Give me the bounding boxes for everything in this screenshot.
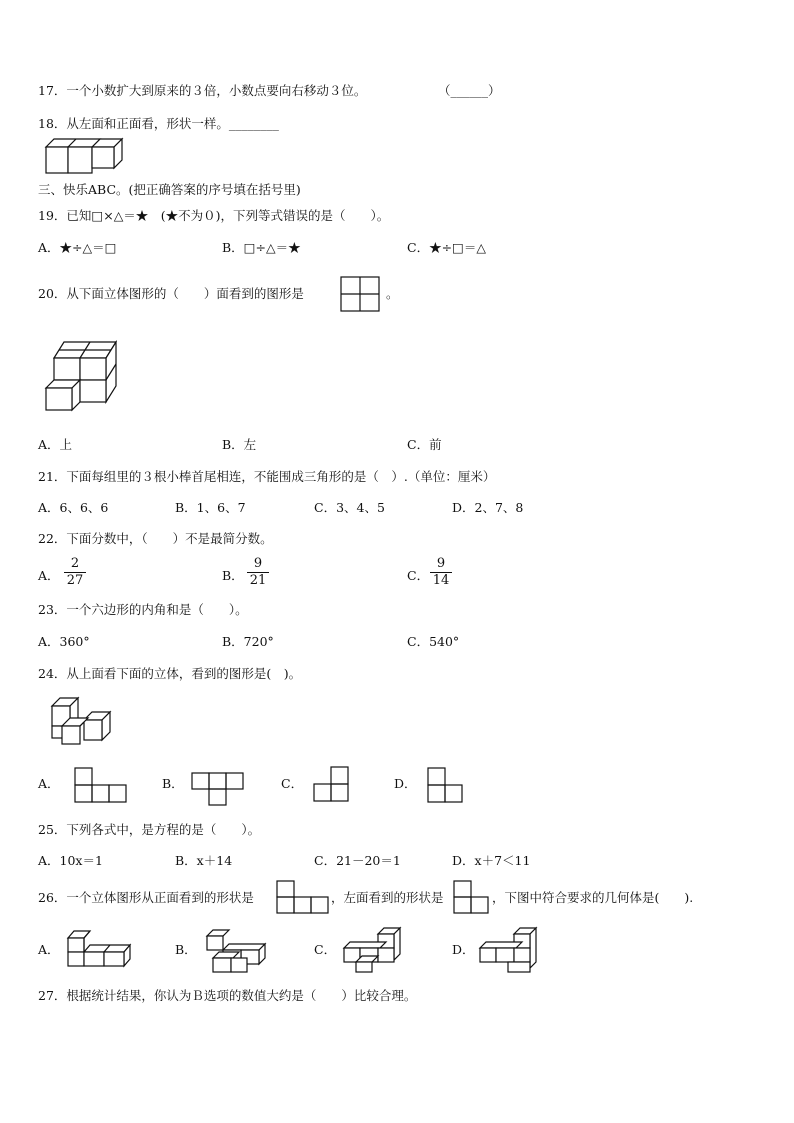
q25-option-a[interactable]: A．10x＝1 xyxy=(38,853,103,868)
q20-solid-figure xyxy=(44,340,120,412)
q26-left-view-figure xyxy=(453,880,491,916)
q19-option-b[interactable]: B．□÷△＝★ xyxy=(222,240,301,255)
q20-option-c[interactable]: C．前 xyxy=(407,437,442,452)
q26-option-b-label[interactable]: B． xyxy=(175,942,197,957)
q26-option-d-label[interactable]: D． xyxy=(452,942,475,957)
q23-option-b[interactable]: B．720° xyxy=(222,634,274,649)
question-23: 23．一个六边形的内角和是（ ）。 xyxy=(38,602,248,617)
q20-option-a[interactable]: A．上 xyxy=(38,437,73,452)
question-26-part-b: ，左面看到的形状是 xyxy=(331,890,444,905)
question-22: 22．下面分数中，（ ）不是最简分数。 xyxy=(38,531,273,546)
q24-solid-figure xyxy=(48,696,114,746)
q22-option-a-label[interactable]: A． xyxy=(38,568,60,583)
q24-option-d-figure[interactable] xyxy=(426,766,464,804)
question-27: 27．根据统计结果，你认为Ｂ选项的数值大约是（ ）比较合理。 xyxy=(38,988,417,1003)
q24-option-a-label[interactable]: A． xyxy=(38,776,60,791)
q22-fraction-b[interactable] xyxy=(247,556,269,589)
q21-option-b[interactable]: B．1、6、7 xyxy=(175,500,246,515)
q26-option-a-figure[interactable] xyxy=(66,928,134,968)
question-21: 21．下面每组里的３根小棒首尾相连，不能围成三角形的是（ ）.（单位：厘米） xyxy=(38,469,496,484)
q22-fraction-a-denominator: 27 xyxy=(66,573,84,588)
question-18: 18．从左面和正面看，形状一样。________ xyxy=(38,116,279,131)
q24-option-b-label[interactable]: B． xyxy=(162,776,184,791)
q26-option-a-label[interactable]: A． xyxy=(38,942,60,957)
q22-fraction-a-numerator: 2 xyxy=(64,556,86,573)
q25-option-b[interactable]: B．x＋14 xyxy=(175,853,233,868)
question-20-text-end: 。 xyxy=(386,286,399,301)
q25-option-c[interactable]: C．21－20＝1 xyxy=(314,853,401,868)
q26-front-view-figure xyxy=(276,880,330,916)
q22-fraction-c[interactable] xyxy=(430,556,452,589)
q24-option-d-label[interactable]: D． xyxy=(394,776,417,791)
q26-option-b-figure[interactable] xyxy=(205,928,267,974)
q24-option-a-figure[interactable] xyxy=(73,766,129,804)
q20-view-grid-figure xyxy=(340,276,380,312)
q26-option-d-figure[interactable] xyxy=(478,926,540,974)
question-20 xyxy=(38,286,304,302)
q24-option-c-figure[interactable] xyxy=(312,765,350,803)
question-17-answer-blank[interactable]: （______） xyxy=(438,83,501,98)
q24-option-b-figure[interactable] xyxy=(190,771,246,807)
q22-option-b-label[interactable]: B． xyxy=(222,568,244,583)
q22-fraction-c-numerator: 9 xyxy=(430,556,452,573)
q21-option-d[interactable]: D．2、7、8 xyxy=(452,500,524,515)
q21-option-c[interactable]: C．3、4、5 xyxy=(314,500,385,515)
question-25: 25．下列各式中，是方程的是（ ）。 xyxy=(38,822,261,837)
question-26-part-c: ，下图中符合要求的几何体是( ). xyxy=(492,890,694,905)
question-17-text: 17．一个小数扩大到原来的３倍，小数点要向右移动３位。 xyxy=(38,83,367,98)
question-24: 24．从上面看下面的立体，看到的图形是( )。 xyxy=(38,666,302,681)
question-17 xyxy=(38,83,366,99)
section-3-title: 三、快乐ABC。(把正确答案的序号填在括号里) xyxy=(38,182,301,197)
question-19: 19．已知□×△＝★ (★不为０)，下列等式错误的是（ ）。 xyxy=(38,208,390,223)
q22-fraction-b-numerator: 9 xyxy=(247,556,269,573)
q26-option-c-label[interactable]: C． xyxy=(314,942,337,957)
q25-option-d[interactable]: D．x＋7＜11 xyxy=(452,853,531,868)
q23-option-c[interactable]: C．540° xyxy=(407,634,460,649)
q22-fraction-a[interactable] xyxy=(64,556,86,589)
q22-fraction-c-denominator: 14 xyxy=(432,573,450,588)
q19-option-a[interactable]: A．★÷△＝□ xyxy=(38,240,117,255)
q23-option-a[interactable]: A．360° xyxy=(38,634,90,649)
q19-option-c[interactable]: C．★÷□＝△ xyxy=(407,240,486,255)
q22-option-c-label[interactable]: C． xyxy=(407,568,430,583)
question-20-text: 20．从下面立体图形的（ ）面看到的图形是 xyxy=(38,286,304,301)
question-26-part-a: 26．一个立体图形从正面看到的形状是 xyxy=(38,890,254,905)
question-18-cubes-figure xyxy=(40,138,126,176)
q26-option-c-figure[interactable] xyxy=(342,926,404,974)
q20-option-b[interactable]: B．左 xyxy=(222,437,257,452)
q21-option-a[interactable]: A．6、6、6 xyxy=(38,500,109,515)
q24-option-c-label[interactable]: C． xyxy=(281,776,304,791)
q22-fraction-b-denominator: 21 xyxy=(249,573,267,588)
